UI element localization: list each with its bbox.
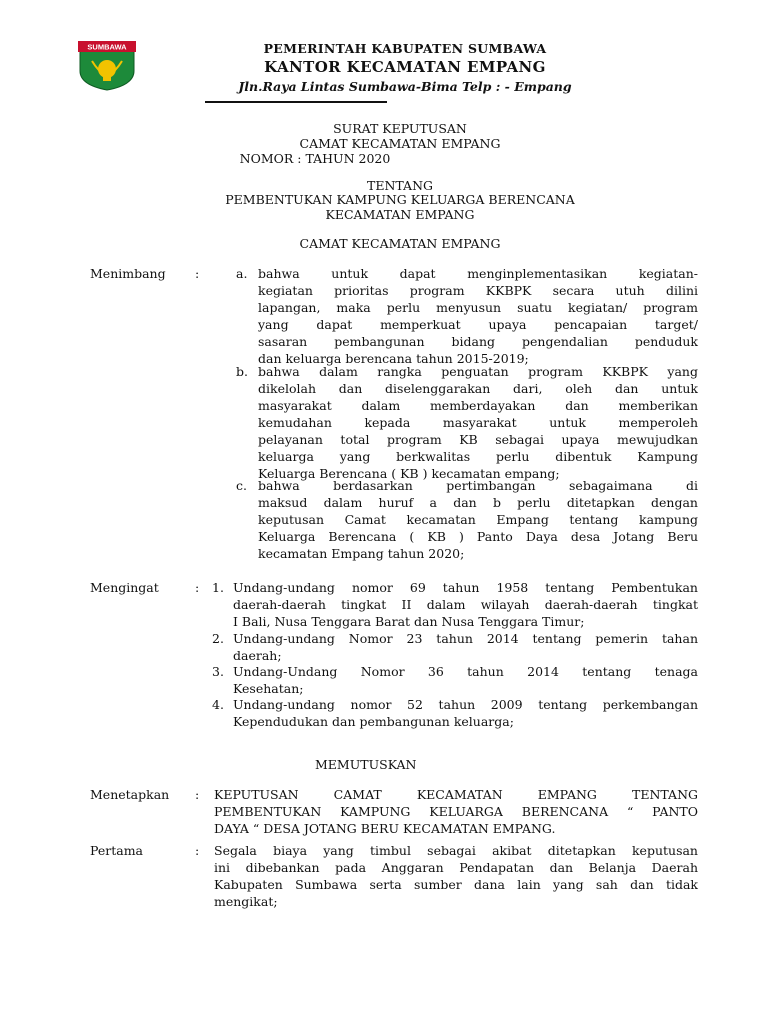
doc-title: SURAT KEPUTUSAN <box>333 121 467 136</box>
list-marker: 1. <box>212 580 224 595</box>
doc-subject: PEMBENTUKAN KAMPUNG KELUARGA BERENCANA <box>225 192 575 207</box>
pertama-colon: : <box>195 843 200 858</box>
menetapkan-label: Menetapkan <box>90 787 170 802</box>
doc-number: NOMOR : TAHUN 2020 <box>239 151 391 166</box>
list-marker: 4. <box>212 697 224 712</box>
menimbang-item-a: bahwa untuk dapat menginplementasikan kegiatan- kegiatan prioritas program KKBPK secara utuh dilini lapangan, maka perlu menyusun suatu kegiatan/ program yang dapat memperkuat upaya pencapaian target/ sasaran pembangunan bidang pengendalian penduduk dan keluarga berencana tahun 2015-2019; <box>258 266 698 366</box>
logo-text: SUMBAWA <box>87 42 127 52</box>
memutuskan-heading: MEMUTUSKAN <box>315 757 417 772</box>
doc-issuer: CAMAT KECAMATAN EMPANG <box>299 136 501 151</box>
menetapkan-text: KEPUTUSAN CAMAT KECAMATAN EMPANG TENTANG PEMBENTUKAN KAMPUNG KELUARGA BERENCANA “ PANTO DAYA “ DESA JOTANG BERU KECAMATAN EMPANG. <box>214 787 698 836</box>
mengingat-label: Mengingat <box>90 580 159 595</box>
list-marker: b. <box>236 364 248 379</box>
menetapkan-colon: : <box>195 787 200 802</box>
doc-authority: CAMAT KECAMATAN EMPANG <box>299 236 501 251</box>
pertama-text: Segala biaya yang timbul sebagai akibat ditetapkan keputusan ini dibebankan pada Anggaran Pendapatan dan Belanja Daerah Kabupaten Sumbawa serta sumber dana lain yang sah dan tidak mengikat; <box>214 843 698 909</box>
list-marker: c. <box>236 478 247 493</box>
list-marker: a. <box>236 266 248 281</box>
list-marker: 2. <box>212 631 224 646</box>
doc-subject-2: KECAMATAN EMPANG <box>325 207 475 222</box>
mengingat-item-3: Undang-Undang Nomor 36 tahun 2014 tentang tenaga Kesehatan; <box>233 664 698 696</box>
mengingat-item-2: Undang-undang Nomor 23 tahun 2014 tentang pemerin tahan daerah; <box>233 631 698 663</box>
sumbawa-regency-logo <box>78 41 136 91</box>
menimbang-item-c: bahwa berdasarkan pertimbangan sebagaimana di maksud dalam huruf a dan b perlu ditetapkan dengan keputusan Camat kecamatan Empang tentang kampung Keluarga Berencana ( KB ) Panto Daya desa Jotang Beru kecamatan Empang tahun 2020; <box>258 478 698 561</box>
mengingat-item-1: Undang-undang nomor 69 tahun 1958 tentang Pembentukan daerah-daerah tingkat II dalam wilayah daerah-daerah tingkat I Bali, Nusa Tenggara Barat dan Nusa Tenggara Timur; <box>233 580 698 629</box>
government-name: PEMERINTAH KABUPATEN SUMBAWA <box>263 41 547 56</box>
header-divider <box>205 101 387 103</box>
mengingat-colon: : <box>195 580 200 595</box>
menimbang-label: Menimbang <box>90 266 166 281</box>
office-address: Jln.Raya Lintas Sumbawa-Bima Telp : - Empang <box>238 79 572 94</box>
menimbang-colon: : <box>195 266 200 281</box>
pertama-label: Pertama <box>90 843 144 858</box>
doc-tentang: TENTANG <box>366 178 433 193</box>
list-marker: 3. <box>212 664 224 679</box>
menimbang-item-b: bahwa dalam rangka penguatan program KKBPK yang dikelolah dan diselenggarakan dari, oleh dan untuk masyarakat dalam memberdayakan dan memberikan kemudahan kepada masyarakat untuk memperoleh pelayanan total program KB sebagai upaya mewujudkan keluarga yang berkwalitas perlu dibentuk Kampung Keluarga Berencana ( KB ) kecamatan empang; <box>258 364 698 481</box>
mengingat-item-4: Undang-undang nomor 52 tahun 2009 tentang perkembangan Kependudukan dan pembangunan keluarga; <box>233 697 698 729</box>
office-name: KANTOR KECAMATAN EMPANG <box>264 58 546 76</box>
